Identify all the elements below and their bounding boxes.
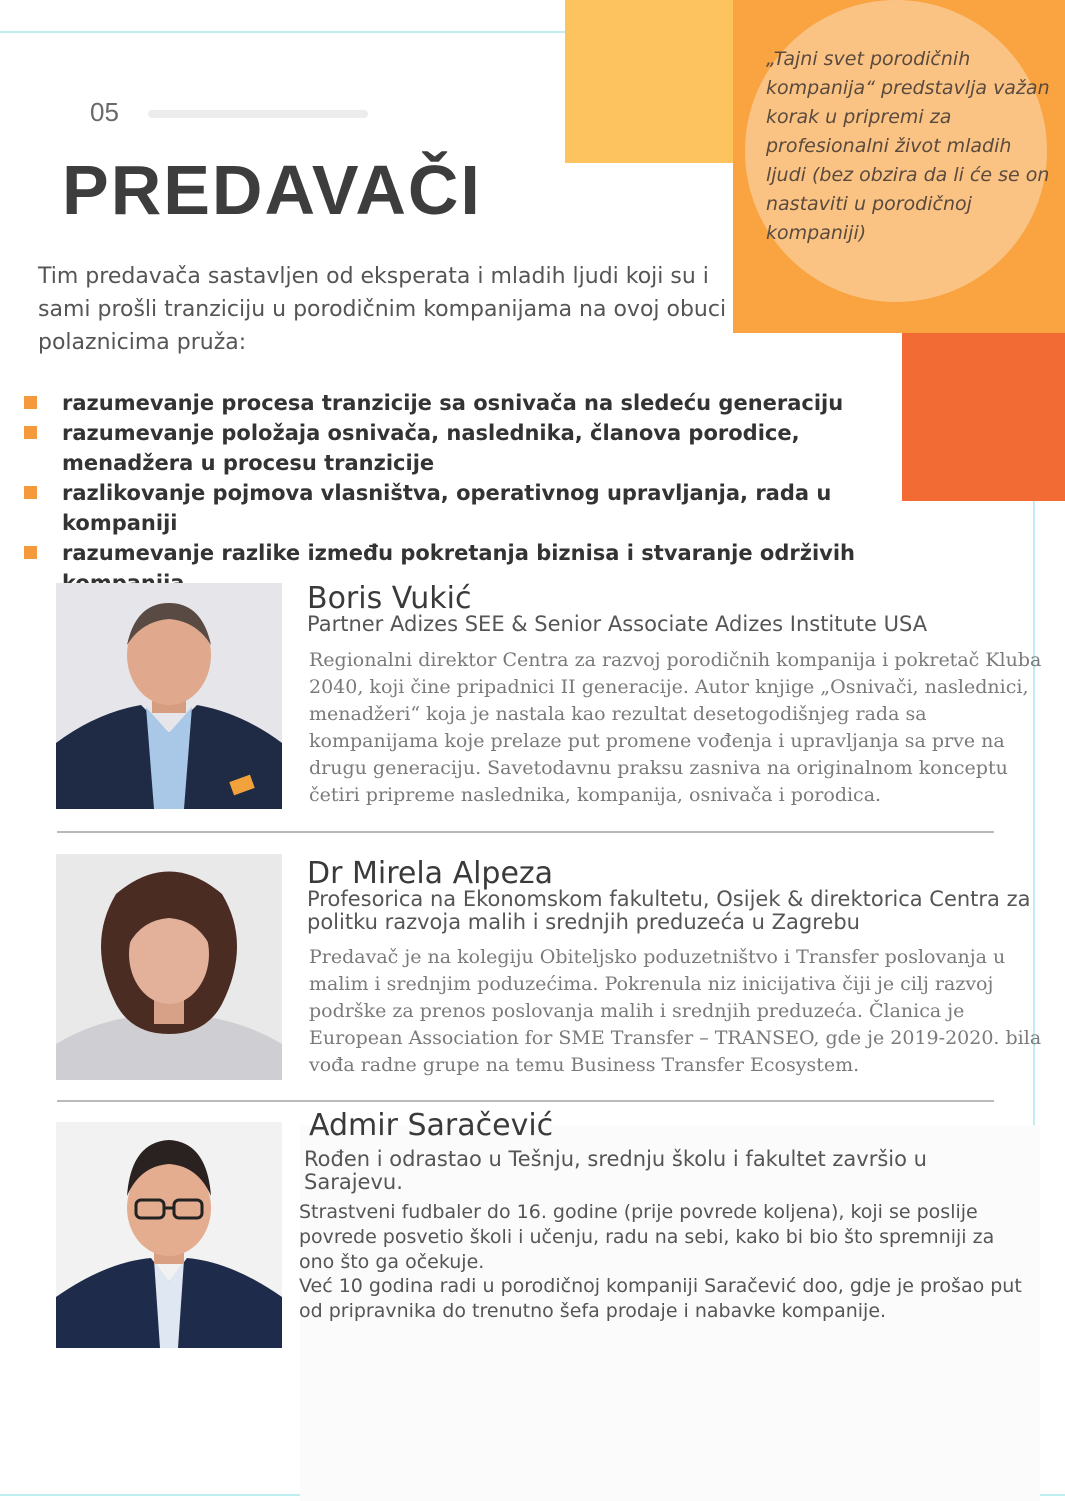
lecturer-bio: Već 10 godina radi u porodičnoj kompaniji Saračević doo, gdje je prošao put od pripravnika do trenutno šefa prodaje i nabavke kompanije.: [299, 1275, 1022, 1322]
bullet-square-icon: [24, 426, 37, 439]
bullet-square-icon: [24, 546, 37, 559]
bullet-item: razumevanje položaja osnivača, naslednika, članova porodice, menadžera u procesu tranzicije: [22, 418, 922, 478]
lecturer-name: Boris Vukić: [307, 581, 472, 616]
bullet-item: razlikovanje pojmova vlasništva, operativnog upravljanja, rada u kompaniji: [22, 478, 922, 538]
intro-text: Tim predavača sastavljen od eksperata i mladih ljudi koji su i sami prošli tranziciju u porodičnim kompanijama na ovoj obuci polaznicima pruža:: [38, 264, 727, 355]
section-number: 05: [90, 97, 119, 127]
lecturer-role: Partner Adizes SEE & Senior Associate Adizes Institute USA: [307, 612, 928, 636]
portrait-photo: [56, 854, 282, 1080]
lecturer-role: Profesorica na Ekonomskom fakultetu, Osijek & direktorica Centra za politku razvoja malih i srednjih preduzeća u Zagrebu: [307, 887, 1031, 934]
bullet-list: [22, 388, 922, 598]
section-divider: [57, 1100, 994, 1102]
lecturer-bio: Regionalni direktor Centra za razvoj porodičnih kompanija i pokretač Kluba 2040, koji čine pripadnici II generacije. Autor knjige „Osnivači, naslednici, menadžeri“ koja je nastala kao rezultat desetogodišnjeg rada sa kompanijama koje prelaze put promene vođenja i upravljanja sa prve na drugu generaciju. Savetodavnu praksu zasniva na originalnom konceptu četiri pripreme naslednika, kompanija, osnivača i porodica.: [309, 649, 1042, 806]
page-title: PREDAVAČI: [62, 151, 482, 229]
bullet-square-icon: [24, 396, 37, 409]
lecturer-role: Rođen i odrastao u Tešnju, srednju školu i fakultet završio u Sarajevu.: [304, 1147, 927, 1194]
portrait-photo: [56, 583, 282, 809]
quote-text: „Tajni svet porodičnih kompanija“ predstavlja važan korak u pripremi za profesionalni život mladih ljudi (bez obzira da li će se on nastaviti u porodičnoj kompaniji): [766, 48, 1050, 244]
decor-block-yellow: [565, 0, 735, 163]
section-divider: [148, 110, 368, 118]
lecturer-bio: Strastveni fudbaler do 16. godine (prije povrede koljena), koji se poslije povrede posvetio školi i učenju, radu na sebi, kako bi bio što spremniji za ono što ga očekuje.: [299, 1201, 995, 1273]
decor-block-red-orange: [902, 333, 1065, 501]
bullet-item: razumevanje razlike između pokretanja biznisa i stvaranje održivih: [22, 538, 922, 598]
bullet-item: razumevanje procesa tranzicije sa osnivača na sledeću generaciju: [22, 388, 922, 418]
section-divider: [57, 831, 994, 833]
bullet-square-icon: [24, 486, 37, 499]
lecturer-bio: Predavač je na kolegiju Obiteljsko poduzetništvo i Transfer poslovanja u malim i srednjim poduzećima. Pokrenula niz inicijativa čiji je cilj razvoj podrške za prenos poslovanja malih i srednjih preduzeća. Članica je European Association for SME Transfer – TRANSEO, gde je 2019-2020. bila vođa radne grupe na temu Business Transfer Ecosystem.: [309, 946, 1042, 1076]
lecturer-name: Admir Saračević: [309, 1108, 554, 1143]
portrait-photo: [56, 1122, 282, 1348]
lecturer-name: Dr Mirela Alpeza: [307, 856, 554, 891]
